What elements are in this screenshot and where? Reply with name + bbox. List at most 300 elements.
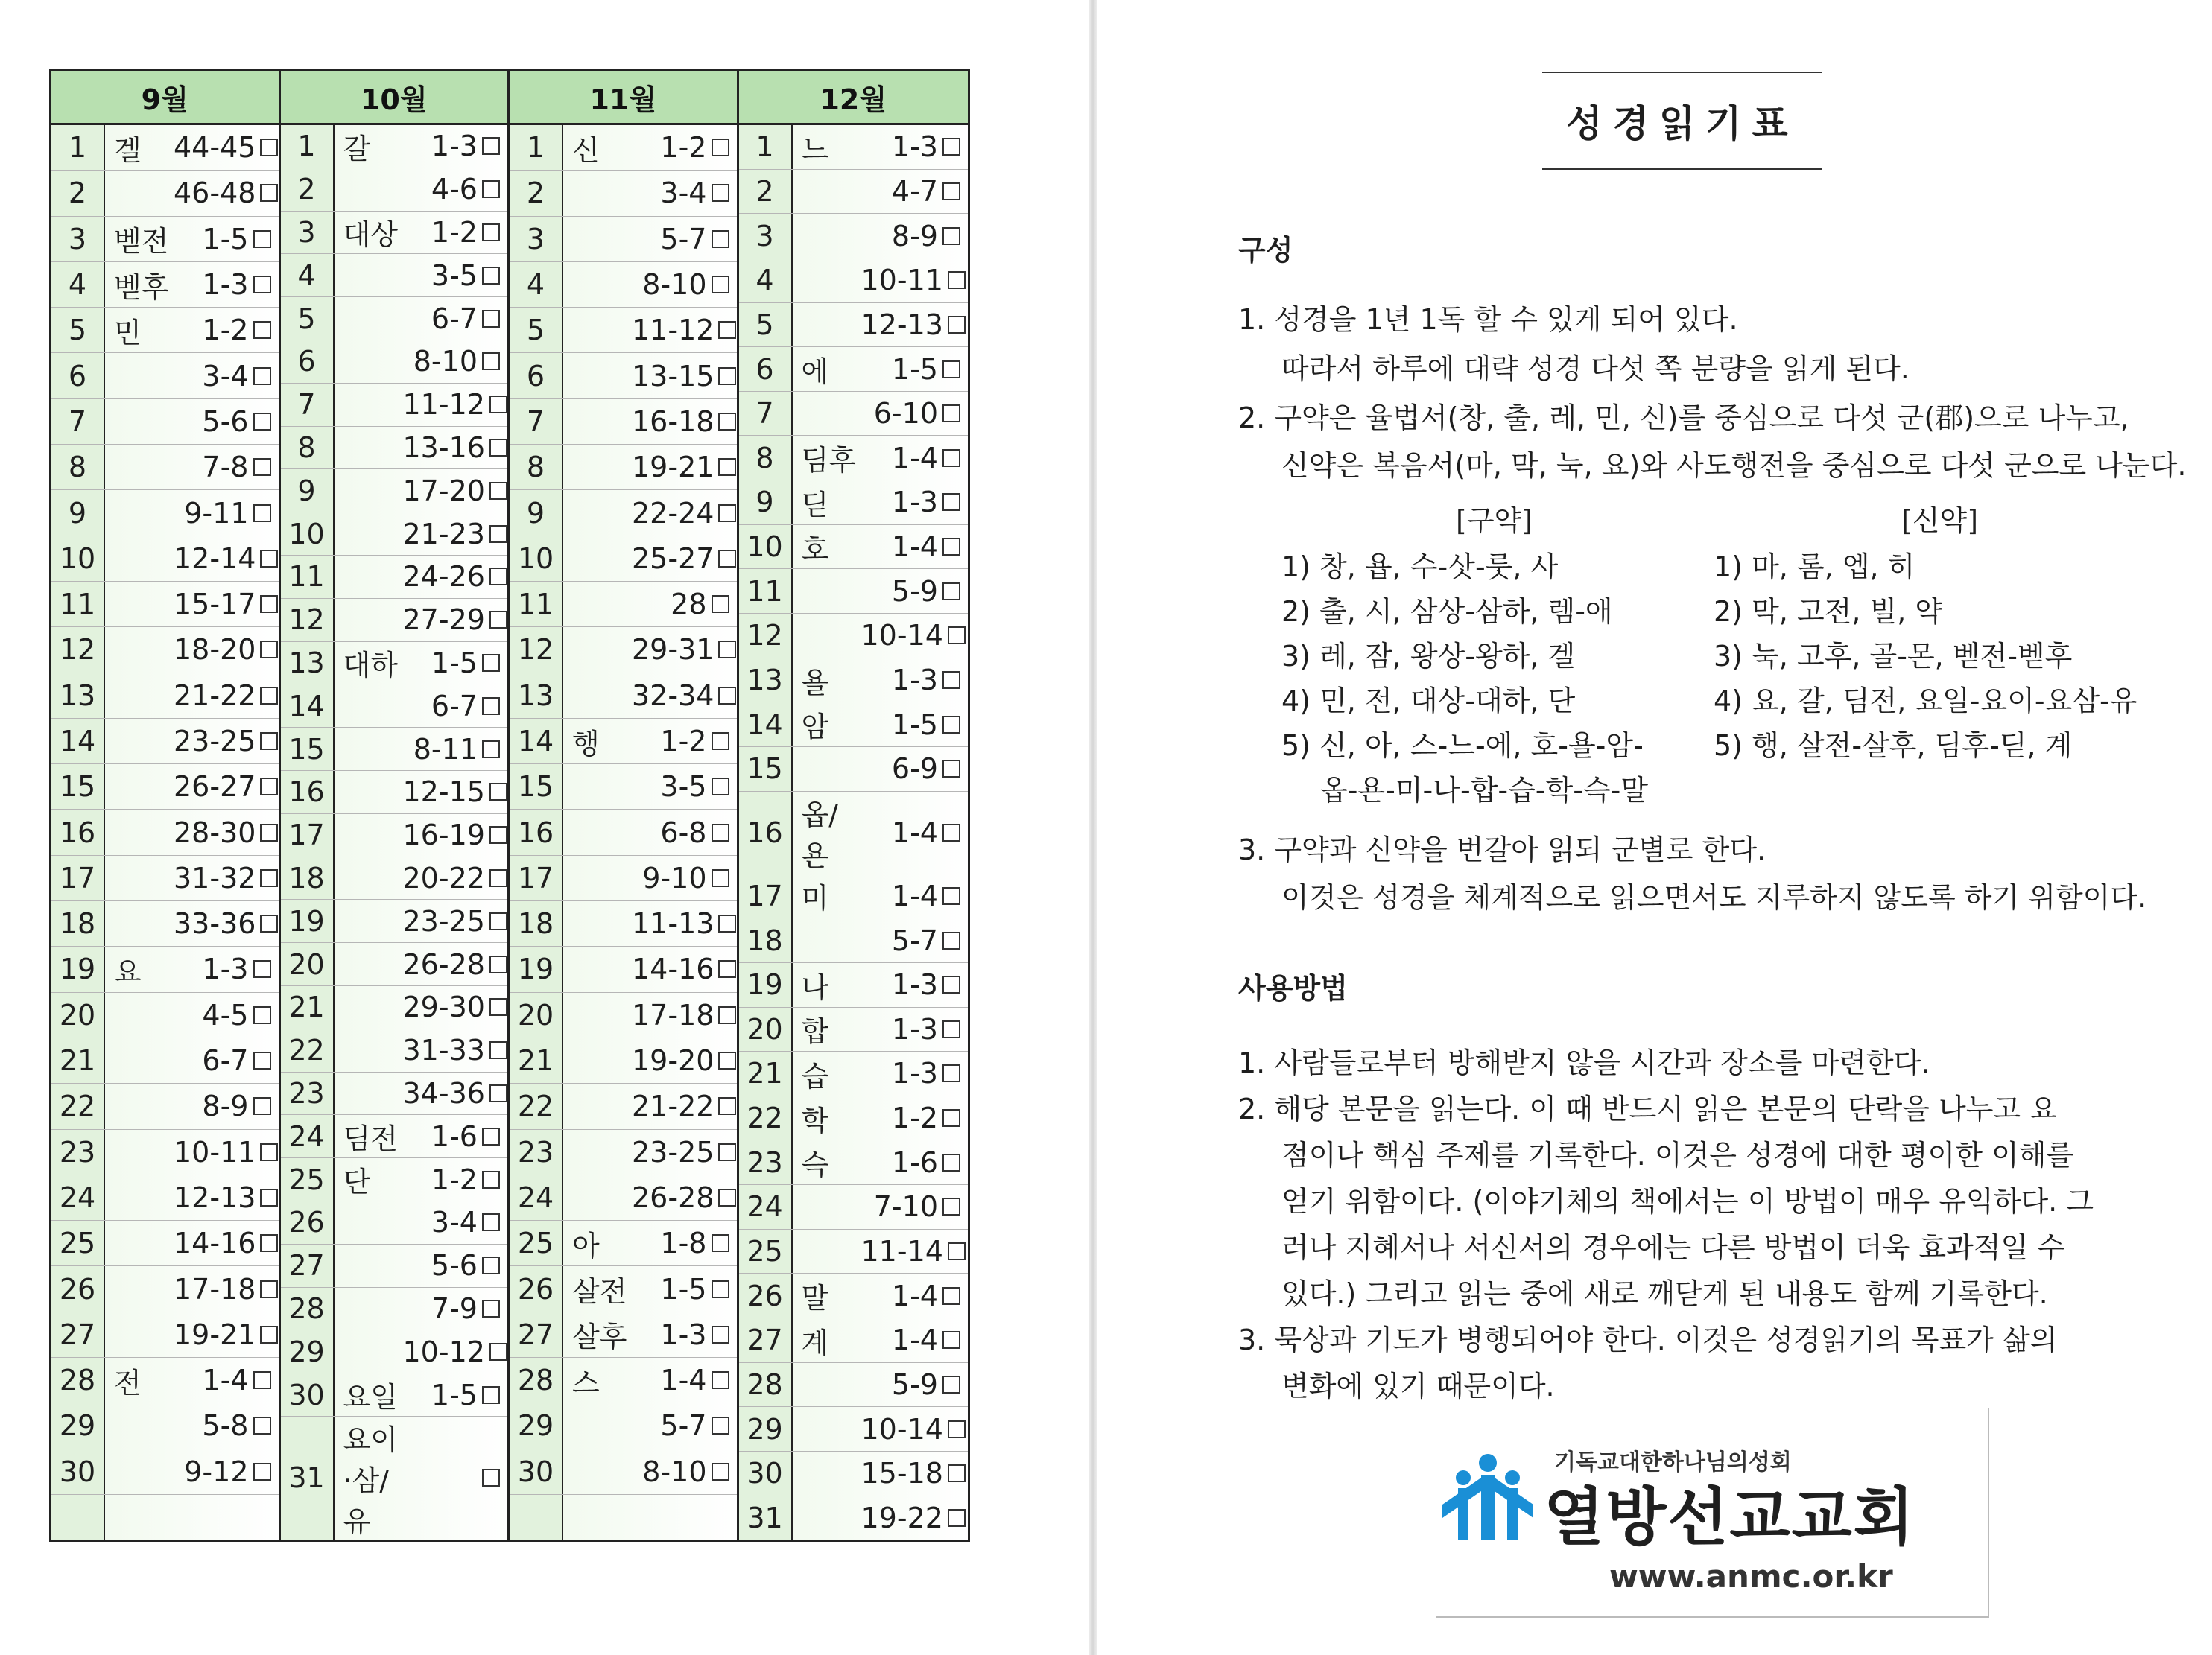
done-checkbox[interactable] [253,960,271,978]
day-number: 5 [297,302,316,335]
done-checkbox[interactable] [482,1300,500,1318]
done-checkbox[interactable] [260,915,278,933]
done-checkbox[interactable] [942,1109,960,1127]
composition-item-3: 3. 구약과 신약을 번갈아 읽되 군별로 한다. [1238,833,1766,866]
done-checkbox[interactable] [489,1343,507,1361]
done-checkbox[interactable] [942,138,960,156]
done-checkbox[interactable] [260,1143,278,1161]
book-name: 요이·삼/유 [343,1423,398,1538]
done-checkbox[interactable] [489,525,507,543]
day-number: 28 [517,1364,554,1397]
done-checkbox[interactable] [253,1006,271,1024]
day-number: 3 [68,222,87,255]
book-name: 욜 [801,666,829,699]
day-number: 14 [517,725,554,757]
chapter-range: 10-12 [402,1335,485,1368]
done-checkbox[interactable] [482,1469,500,1487]
reading-row [51,1449,279,1495]
done-checkbox[interactable] [253,1463,271,1481]
done-checkbox[interactable] [948,626,966,644]
day-number: 18 [59,907,96,941]
reading-row [510,1312,737,1358]
day-number: 28 [59,1364,96,1397]
done-checkbox[interactable] [260,595,278,613]
done-checkbox[interactable] [489,1084,507,1102]
done-checkbox[interactable] [489,1041,507,1059]
done-checkbox[interactable] [253,321,271,339]
done-checkbox[interactable] [260,184,278,202]
day-number: 25 [747,1235,783,1268]
reading-row [51,947,279,992]
done-checkbox[interactable] [948,316,966,334]
book-name: 딛 [801,488,829,521]
done-checkbox[interactable] [260,687,278,705]
day-number: 13 [517,679,554,712]
done-checkbox[interactable] [712,184,729,202]
done-checkbox[interactable] [712,824,729,842]
done-checkbox[interactable] [253,1417,271,1435]
day-number: 26 [747,1279,783,1312]
chapter-range: 5-6 [202,404,249,438]
chapter-range: 4-6 [431,173,478,206]
day-number: 12 [288,603,325,637]
reading-row [281,900,508,943]
day-number: 29 [747,1412,783,1446]
chapter-range: 11-13 [632,907,714,941]
done-checkbox[interactable] [942,1198,960,1216]
reading-row [739,1452,969,1496]
chapter-range: 26-28 [402,947,485,981]
reading-row [739,614,969,658]
right-page [1097,0,2212,1655]
done-checkbox[interactable] [482,654,500,672]
chapter-range: 14-16 [174,1227,256,1260]
done-checkbox[interactable] [482,223,500,241]
reading-row [739,1318,969,1363]
reading-row [281,642,508,685]
chapter-range: 1-3 [202,953,249,986]
chapter-range: 3-5 [431,258,478,292]
chapter-range: 15-17 [174,588,256,621]
reading-row [739,658,969,703]
done-checkbox[interactable] [260,550,278,568]
reading-row [281,1330,508,1373]
done-checkbox[interactable] [253,1052,271,1070]
chapter-range: 7-10 [873,1190,938,1224]
reading-row [510,901,737,947]
done-checkbox[interactable] [253,1371,271,1389]
done-checkbox[interactable] [482,137,500,155]
done-checkbox[interactable] [718,321,736,339]
reading-row [739,1008,969,1052]
done-checkbox[interactable] [942,716,960,734]
done-checkbox[interactable] [260,139,278,156]
done-checkbox[interactable] [260,1280,278,1298]
chapter-range: 19-22 [861,1501,943,1534]
church-name: 열방선교교회 [1544,1481,1915,1554]
chapter-range: 11-14 [861,1235,943,1268]
done-checkbox[interactable] [718,367,736,385]
book-name: 옵/욘 [801,798,839,872]
done-checkbox[interactable] [718,641,736,658]
done-checkbox[interactable] [482,1213,500,1231]
chapter-range: 28 [671,588,707,621]
reading-row [510,1038,737,1084]
done-checkbox[interactable] [253,1097,271,1115]
chapter-range: 1-5 [891,708,938,741]
done-checkbox[interactable] [948,1420,966,1438]
month-body [281,125,508,1540]
day-number: 29 [288,1335,325,1368]
chapter-range: 22-24 [632,496,714,530]
done-checkbox[interactable] [482,1128,500,1146]
done-checkbox[interactable] [712,1463,729,1481]
day-number: 25 [59,1227,96,1260]
done-checkbox[interactable] [489,439,507,457]
reading-row [510,171,737,216]
done-checkbox[interactable] [489,912,507,930]
done-checkbox[interactable] [712,276,729,293]
chapter-range: 3-5 [660,770,707,804]
done-checkbox[interactable] [942,1376,960,1394]
done-checkbox[interactable] [482,740,500,758]
done-checkbox[interactable] [718,1052,736,1070]
done-checkbox[interactable] [260,1234,278,1252]
done-checkbox[interactable] [942,976,960,994]
day-number: 7 [755,397,774,431]
reading-row [51,582,279,627]
done-checkbox[interactable] [718,915,736,933]
done-checkbox[interactable] [712,1280,729,1298]
chapter-range: 5-7 [660,1409,707,1443]
done-checkbox[interactable] [712,869,729,887]
done-checkbox[interactable] [482,267,500,285]
done-checkbox[interactable] [712,1234,729,1252]
done-checkbox[interactable] [718,1143,736,1161]
reading-row [51,536,279,582]
usage-line-1: 1. 사람들로부터 방해받지 않을 시간과 장소를 마련한다. [1238,1046,1930,1079]
day-number: 20 [517,998,554,1032]
day-number: 16 [288,775,325,809]
day-number: 27 [517,1318,554,1351]
book-name: 스 [572,1366,600,1400]
day-number: 21 [59,1044,96,1078]
done-checkbox[interactable] [718,687,736,705]
composition-item-1-cont: 따라서 하루에 대략 성경 다섯 쪽 분량을 읽게 된다. [1281,352,1910,385]
done-checkbox[interactable] [942,1154,960,1172]
chapter-range: 13-16 [402,431,485,464]
done-checkbox[interactable] [253,504,271,522]
done-checkbox[interactable] [482,1257,500,1274]
done-checkbox[interactable] [260,1189,278,1207]
done-checkbox[interactable] [942,227,960,245]
done-checkbox[interactable] [942,932,960,950]
done-checkbox[interactable] [712,1326,729,1344]
done-checkbox[interactable] [489,826,507,844]
reading-row [51,217,279,262]
chapter-range: 1-5 [431,1378,478,1411]
day-number: 29 [517,1409,554,1443]
done-checkbox[interactable] [489,869,507,887]
chapter-range: 1-2 [891,1102,938,1135]
reading-row [510,1175,737,1221]
chapter-range: 12-13 [174,1181,256,1214]
usage-line-2: 2. 해당 본문을 읽는다. 이 때 반드시 읽은 본문의 단락을 나누고 요 [1238,1093,2057,1125]
day-number: 6 [297,345,316,378]
chapter-range: 44-45 [174,131,256,165]
day-number: 3 [297,215,316,249]
done-checkbox[interactable] [253,458,271,476]
done-checkbox[interactable] [253,230,271,248]
reading-row [739,702,969,747]
day-number: 10 [517,541,554,575]
done-checkbox[interactable] [942,760,960,778]
day-number: 21 [517,1044,554,1078]
chapter-range: 9-11 [184,496,249,530]
month-header: 10월 [281,71,508,125]
chapter-range: 20-22 [402,861,485,895]
day-number: 28 [747,1367,783,1401]
done-checkbox[interactable] [942,1331,960,1349]
reading-row [739,392,969,436]
done-checkbox[interactable] [712,1371,729,1389]
reading-row [510,1221,737,1266]
day-number: 4 [526,268,545,302]
done-checkbox[interactable] [260,824,278,842]
done-checkbox[interactable] [260,1326,278,1344]
done-checkbox[interactable] [712,139,729,156]
day-number: 30 [59,1455,96,1488]
chapter-range: 10-11 [861,264,943,297]
chapter-range: 6-7 [202,1044,249,1078]
day-number: 25 [288,1163,325,1196]
reading-schedule-table [49,69,970,1542]
reading-row [51,627,279,673]
reading-row [281,212,508,255]
done-checkbox[interactable] [260,869,278,887]
done-checkbox[interactable] [718,413,736,431]
done-checkbox[interactable] [253,367,271,385]
done-checkbox[interactable] [942,1020,960,1038]
reading-row [510,1403,737,1449]
done-checkbox[interactable] [712,595,729,613]
day-number: 14 [59,725,96,757]
day-number: 18 [288,861,325,895]
day-number: 22 [288,1034,325,1067]
reading-row [739,874,969,919]
reading-row [51,1312,279,1358]
chapter-range: 5-6 [431,1249,478,1283]
month-body [51,125,279,1540]
page-title: 성경읽기표 [1566,102,1799,145]
done-checkbox[interactable] [942,182,960,200]
reading-row [281,384,508,427]
day-number: 22 [747,1102,783,1135]
done-checkbox[interactable] [489,998,507,1016]
ot-group-2: 2) 출, 시, 삼상-삼하, 렘-애 [1281,595,1613,628]
done-checkbox[interactable] [253,276,271,293]
done-checkbox[interactable] [489,611,507,629]
month-header: 9월 [51,71,279,125]
done-checkbox[interactable] [942,493,960,511]
chapter-range: 1-3 [891,486,938,519]
done-checkbox[interactable] [942,671,960,689]
day-number: 8 [526,451,545,484]
done-checkbox[interactable] [253,413,271,431]
done-checkbox[interactable] [489,482,507,500]
done-checkbox[interactable] [718,960,736,978]
chapter-range: 1-2 [202,314,249,347]
reading-row [739,347,969,392]
chapter-range: 12-14 [174,541,256,575]
book-name: 요 [114,955,142,988]
done-checkbox[interactable] [712,732,729,750]
done-checkbox[interactable] [260,641,278,658]
chapter-range: 19-21 [174,1318,256,1351]
done-checkbox[interactable] [718,1006,736,1024]
done-checkbox[interactable] [712,1417,729,1435]
chapter-range: 6-9 [891,752,938,786]
book-name: 요일 [343,1381,398,1414]
done-checkbox[interactable] [482,1386,500,1404]
day-number: 18 [747,924,783,957]
chapter-range: 32-34 [632,679,714,712]
done-checkbox[interactable] [942,582,960,600]
chapter-range: 29-30 [402,991,485,1024]
chapter-range: 1-2 [660,725,707,757]
done-checkbox[interactable] [718,1097,736,1115]
reading-row [281,125,508,168]
reading-row [51,490,279,536]
reading-row [510,947,737,992]
done-checkbox[interactable] [718,458,736,476]
done-checkbox[interactable] [260,732,278,750]
done-checkbox[interactable] [482,310,500,328]
title-box [1542,72,1822,170]
nt-group-4: 4) 요, 갈, 딤전, 요일-요이-요삼-유 [1714,684,2137,717]
day-number: 21 [747,1057,783,1090]
reading-row [51,810,279,855]
day-number: 31 [747,1501,783,1534]
composition-item-2: 2. 구약은 율법서(창, 출, 레, 민, 신)를 중심으로 다섯 군(郡)으로 나누고, [1238,401,2129,434]
day-number: 1 [755,130,774,164]
done-checkbox[interactable] [948,1464,966,1482]
reading-row [281,857,508,900]
done-checkbox[interactable] [260,778,278,795]
day-number: 28 [288,1292,325,1325]
book-name: 갈 [343,132,371,165]
reading-row [51,856,279,901]
done-checkbox[interactable] [489,568,507,585]
done-checkbox[interactable] [942,1287,960,1305]
new-testament-heading: [신약] [1901,504,1979,537]
day-number: 23 [59,1135,96,1169]
done-checkbox[interactable] [718,504,736,522]
done-checkbox[interactable] [712,778,729,795]
chapter-range: 9-12 [184,1455,249,1488]
done-checkbox[interactable] [942,887,960,905]
book-name: 슥 [801,1149,829,1182]
chapter-range: 28-30 [174,816,256,849]
day-number: 9 [755,486,774,519]
reading-row [281,297,508,340]
chapter-range: 12-13 [861,308,943,341]
done-checkbox[interactable] [942,449,960,467]
done-checkbox[interactable] [718,1189,736,1207]
done-checkbox[interactable] [712,230,729,248]
chapter-range: 23-25 [402,904,485,938]
day-number: 30 [288,1378,325,1411]
book-name: 계 [801,1326,829,1359]
chapter-range: 17-18 [174,1272,256,1306]
reading-row [510,308,737,353]
chapter-range: 5-9 [891,1367,938,1401]
book-name: 학 [801,1104,829,1137]
day-number: 22 [59,1090,96,1123]
reading-row [281,1201,508,1245]
chapter-range: 1-4 [891,1324,938,1357]
done-checkbox[interactable] [942,538,960,556]
day-number: 6 [526,359,545,393]
done-checkbox[interactable] [482,180,500,198]
reading-row [739,480,969,525]
done-checkbox[interactable] [942,824,960,842]
chapter-range: 23-25 [174,725,256,757]
done-checkbox[interactable] [942,1064,960,1082]
reading-row [51,901,279,947]
chapter-range: 6-7 [431,689,478,722]
chapter-range: 5-7 [891,924,938,957]
day-number: 19 [517,953,554,986]
day-number: 17 [747,879,783,912]
day-number: 10 [288,517,325,550]
day-number: 12 [747,619,783,652]
done-checkbox[interactable] [489,783,507,801]
done-checkbox[interactable] [948,271,966,289]
done-checkbox[interactable] [489,396,507,413]
day-number: 12 [517,633,554,667]
done-checkbox[interactable] [482,697,500,715]
day-number: 9 [297,474,316,507]
reading-row [510,627,737,673]
chapter-range: 11-12 [632,314,714,347]
chapter-range: 8-11 [413,732,478,766]
chapter-range: 1-5 [431,646,478,679]
chapter-range: 7-9 [431,1292,478,1325]
book-name: 대상 [343,218,398,252]
book-name: 행 [572,727,600,760]
done-checkbox[interactable] [482,352,500,370]
done-checkbox[interactable] [948,1509,966,1527]
done-checkbox[interactable] [482,1171,500,1189]
reading-row [739,303,969,348]
chapter-range: 1-4 [891,1279,938,1312]
day-number: 7 [68,404,87,438]
chapter-range: 5-7 [660,222,707,255]
done-checkbox[interactable] [942,404,960,422]
day-number: 19 [288,904,325,938]
reading-row [510,1449,737,1495]
done-checkbox[interactable] [948,1242,966,1260]
reading-row [739,258,969,303]
done-checkbox[interactable] [942,360,960,378]
reading-row [739,1096,969,1141]
reading-row [51,262,279,308]
done-checkbox[interactable] [489,956,507,973]
chapter-range: 3-4 [431,1206,478,1239]
reading-row [510,1084,737,1129]
done-checkbox[interactable] [718,550,736,568]
